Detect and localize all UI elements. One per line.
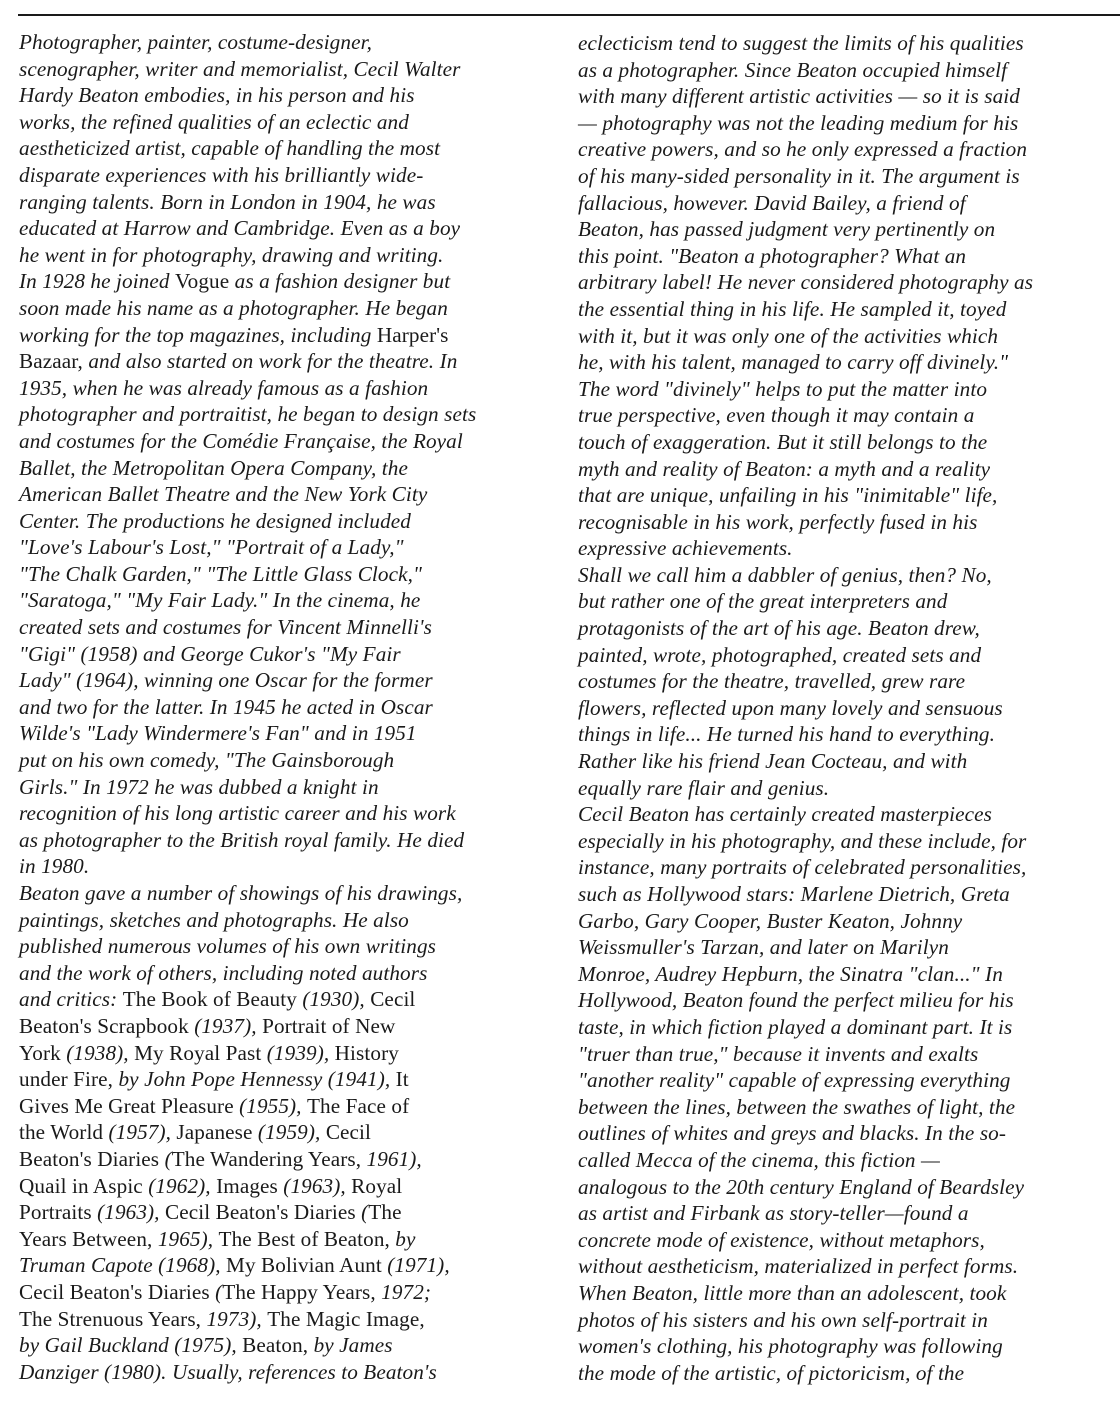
- text-line: [578, 349, 1108, 376]
- body-text: (1957),: [103, 1120, 177, 1145]
- text-line: [19, 109, 537, 136]
- body-text: eclecticism tend to suggest the limits of his qualities: [578, 31, 1024, 55]
- text-line: [578, 1094, 1108, 1121]
- title-text: Images: [216, 1173, 278, 1198]
- text-line: [578, 323, 1108, 350]
- text-line: [19, 1066, 537, 1093]
- body-text: (: [355, 1200, 369, 1225]
- text-line: [19, 1093, 537, 1120]
- text-line: [578, 83, 1108, 110]
- body-text: Hardy Beaton embodies, in his person and his: [19, 83, 415, 108]
- body-text: (1937),: [188, 1013, 263, 1038]
- title-text: Portraits: [19, 1200, 92, 1225]
- title-text: Beaton,: [242, 1333, 309, 1358]
- body-text: Hollywood, Beaton found the perfect milieu for his: [578, 988, 1014, 1013]
- body-text: published numerous volumes of his own writings: [19, 934, 436, 959]
- body-text: painted, wrote, photographed, created sets and: [578, 642, 982, 667]
- text-line: [19, 587, 537, 614]
- text-line: [19, 1332, 537, 1359]
- text-line: [19, 1279, 537, 1306]
- body-text: "Saratoga," "My Fair Lady." In the cinema, he: [19, 588, 421, 613]
- text-line: [19, 800, 537, 827]
- text-line: [19, 82, 537, 109]
- body-text: flowers, reflected upon many lovely and sensuous: [578, 695, 1003, 720]
- text-line: [19, 667, 537, 694]
- text-line: [578, 721, 1108, 748]
- text-line: [578, 110, 1108, 137]
- text-line: [19, 135, 537, 162]
- body-text: aestheticized artist, capable of handling the most: [19, 136, 441, 161]
- text-line: [578, 1067, 1108, 1094]
- text-line: [578, 456, 1108, 483]
- text-line: [19, 1252, 537, 1279]
- body-text: Garbo, Gary Cooper, Buster Keaton, Johnny: [578, 908, 963, 933]
- body-text: between the lines, between the swathes of light, the: [578, 1094, 1016, 1119]
- body-text: this point. "Beaton a photographer? What an: [578, 243, 967, 268]
- text-line: [19, 295, 537, 322]
- body-text: with it, but it was only one of the activities which: [578, 323, 999, 348]
- body-text: (: [209, 1279, 223, 1304]
- title-text: The Strenuous Years,: [19, 1306, 202, 1331]
- text-line: [578, 509, 1108, 536]
- title-text: Beaton's Scrapbook: [19, 1013, 189, 1038]
- title-text: The Happy Years,: [222, 1279, 376, 1304]
- body-text: In 1928 he joined: [19, 269, 175, 294]
- title-text: under Fire,: [19, 1067, 114, 1092]
- text-line: [578, 296, 1108, 323]
- body-text: and two for the latter. In 1945 he acted in Oscar: [19, 694, 433, 719]
- text-line: [19, 1359, 537, 1386]
- title-text: Years Between,: [19, 1226, 153, 1251]
- text-line: [578, 30, 1108, 57]
- text-line: [19, 747, 537, 774]
- text-line: [19, 1199, 537, 1226]
- body-text: (1938),: [60, 1040, 135, 1065]
- text-line: [578, 987, 1108, 1014]
- text-line: [19, 189, 537, 216]
- body-text: Rather like his friend Jean Cocteau, and with: [578, 749, 968, 774]
- body-text: — photography was not the leading medium for his: [578, 110, 1019, 135]
- body-text: equally rare flair and genius.: [578, 775, 830, 800]
- top-rule: [18, 14, 1120, 16]
- body-text: Beaton, has passed judgment very pertinently on: [578, 217, 996, 242]
- body-text: costumes for the theatre, travelled, grew rare: [578, 669, 966, 694]
- body-text: and critics:: [19, 987, 123, 1012]
- text-line: [578, 961, 1108, 988]
- title-text: Cecil: [325, 1120, 372, 1145]
- body-text: When Beaton, little more than an adolescent, took: [578, 1280, 1007, 1305]
- body-text: (1963),: [277, 1173, 352, 1198]
- title-text: Vogue: [174, 269, 230, 294]
- text-line: [578, 1041, 1108, 1068]
- body-text: outlines of whites and greys and blacks. In the so-: [578, 1121, 1007, 1146]
- text-line: [578, 269, 1108, 296]
- title-text: Portrait of New: [262, 1013, 396, 1038]
- text-line: [19, 242, 537, 269]
- text-line: [578, 934, 1108, 961]
- title-text: The Best of Beaton,: [218, 1226, 390, 1251]
- body-text: protagonists of the art of his age. Beaton drew,: [578, 616, 980, 641]
- title-text: Cecil: [370, 987, 416, 1012]
- text-line: [578, 243, 1108, 270]
- text-line: [578, 1120, 1108, 1147]
- body-text: he went in for photography, drawing and writing.: [19, 242, 444, 267]
- text-line: [19, 348, 537, 375]
- body-text: Danziger (1980). Usually, references to Beaton's: [19, 1359, 437, 1384]
- body-text: Beaton gave a number of showings of his drawings,: [19, 881, 463, 905]
- text-line: [578, 402, 1108, 429]
- body-text: (1930),: [296, 987, 371, 1012]
- body-text: as photographer to the British royal family. He died: [19, 827, 465, 852]
- body-text: called Mecca of the cinema, this fiction —: [578, 1147, 940, 1172]
- body-text: by John Pope Hennessy (1941),: [113, 1067, 396, 1092]
- text-line: [19, 561, 537, 588]
- body-text: Weissmuller's Tarzan, and later on Marilyn: [578, 935, 949, 960]
- text-line: [19, 641, 537, 668]
- title-text: The Magic Image,: [267, 1306, 425, 1331]
- body-text: of his many-sided personality in it. The argument is: [578, 163, 1020, 188]
- body-text: analogous to the 20th century England of Beardsley: [578, 1174, 1025, 1199]
- text-line: [19, 322, 537, 349]
- body-text: Photographer, painter, costume-designer,: [19, 30, 372, 54]
- body-text: soon made his name as a photographer. He began: [19, 295, 448, 320]
- text-line: [578, 136, 1108, 163]
- body-text: recognition of his long artistic career and his work: [19, 801, 456, 826]
- title-text: The Book of Beauty: [122, 987, 297, 1012]
- body-text: photographer and portraitist, he began to design sets: [19, 402, 477, 427]
- body-text: instance, many portraits of celebrated personalities,: [578, 855, 1027, 880]
- body-text: put on his own comedy, "The Gainsborough: [19, 748, 395, 773]
- text-line: [19, 375, 537, 402]
- body-text: (1962),: [142, 1173, 217, 1198]
- text-line: [578, 1307, 1108, 1334]
- body-text: Wilde's "Lady Windermere's Fan" and in 1951: [19, 721, 417, 746]
- title-text: Beaton's Diaries: [19, 1146, 160, 1171]
- body-text: 1935, when he was already famous as a fashion: [19, 375, 429, 400]
- text-line: [19, 56, 537, 83]
- title-text: Royal: [351, 1173, 403, 1198]
- body-text: and costumes for the Comédie Française, the Royal: [19, 428, 463, 453]
- text-line: [19, 1040, 537, 1067]
- body-text: Center. The productions he designed included: [19, 508, 411, 533]
- text-line: [578, 1014, 1108, 1041]
- body-text: that are unique, unfailing in his "inimitable" life,: [578, 483, 998, 508]
- text-line: [19, 1146, 537, 1173]
- body-text: myth and reality of Beaton: a myth and a reality: [578, 456, 991, 481]
- text-line: [19, 508, 537, 535]
- text-line: [19, 534, 537, 561]
- title-text: Harper's: [376, 322, 449, 347]
- body-text: American Ballet Theatre and the New York City: [19, 482, 428, 507]
- body-text: (1955),: [233, 1093, 307, 1118]
- text-line: [19, 1226, 537, 1253]
- text-line: [19, 933, 537, 960]
- body-text: touch of exaggeration. But it still belongs to the: [578, 429, 988, 454]
- body-text: and also started on work for the theatre. In: [82, 349, 458, 374]
- text-line: [19, 1173, 537, 1200]
- body-text: "Gigi" (1958) and George Cukor's "My Fair: [19, 641, 401, 666]
- text-line: [578, 1360, 1108, 1387]
- text-line: [578, 57, 1108, 84]
- text-line: [578, 376, 1108, 403]
- text-line: [578, 1280, 1108, 1307]
- text-line: [19, 1119, 537, 1146]
- body-text: arbitrary label! He never considered photography as: [578, 270, 1034, 295]
- body-text: and the work of others, including noted authors: [19, 960, 428, 985]
- body-text: but rather one of the great interpreters and: [578, 589, 948, 614]
- body-text: disparate experiences with his brilliantly wide-: [19, 162, 424, 187]
- title-text: The Wandering Years,: [171, 1146, 362, 1171]
- text-line: [19, 986, 537, 1013]
- text-line: [19, 853, 537, 880]
- body-text: he, with his talent, managed to carry off divinely.": [578, 350, 1009, 375]
- body-text: without aestheticism, materialized in perfect forms.: [578, 1254, 1019, 1279]
- title-text: Cecil Beaton's Diaries: [19, 1279, 210, 1304]
- text-line: [578, 668, 1108, 695]
- body-text: (1959),: [252, 1120, 326, 1145]
- text-line: [578, 535, 1108, 562]
- title-text: The Face of: [306, 1093, 410, 1118]
- text-line: [19, 1013, 537, 1040]
- body-text: as a fashion designer but: [229, 269, 451, 294]
- text-line: [19, 481, 537, 508]
- text-line: [578, 562, 1108, 589]
- text-line: [19, 880, 537, 907]
- title-text: History: [334, 1040, 399, 1065]
- body-text: as artist and Firbank as story-teller—found a: [578, 1201, 969, 1226]
- text-line: [19, 455, 537, 482]
- text-line: [19, 29, 537, 56]
- body-text: "truer than true," because it invents and exalts: [578, 1041, 979, 1066]
- body-text: expressive achievements.: [578, 536, 793, 561]
- body-text: (1939),: [261, 1040, 335, 1065]
- text-line: [19, 774, 537, 801]
- text-line: [19, 720, 537, 747]
- text-line: [578, 163, 1108, 190]
- body-text: photos of his sisters and his own self-portrait in: [578, 1307, 988, 1332]
- text-column-right: [578, 30, 1108, 1386]
- text-column-left: [19, 29, 537, 1385]
- text-line: [578, 429, 1108, 456]
- text-line: [578, 801, 1108, 828]
- body-text: fallacious, however. David Bailey, a friend of: [578, 190, 966, 215]
- body-text: educated at Harrow and Cambridge. Even as a boy: [19, 216, 461, 241]
- text-line: [578, 216, 1108, 243]
- body-text: Girls." In 1972 he was dubbed a knight in: [19, 774, 379, 799]
- text-line: [578, 775, 1108, 802]
- body-text: by: [389, 1226, 416, 1251]
- body-text: scenographer, writer and memorialist, Cecil Walter: [19, 56, 461, 81]
- title-text: My Royal Past: [134, 1040, 262, 1065]
- text-line: [19, 268, 537, 295]
- title-text: Quail in Aspic: [19, 1173, 143, 1198]
- body-text: true perspective, even though it may contain a: [578, 403, 975, 428]
- text-line: [578, 1147, 1108, 1174]
- body-text: Monroe, Audrey Hepburn, the Sinatra "clan..." In: [578, 961, 1003, 986]
- title-text: Bazaar,: [19, 349, 83, 374]
- body-text: Truman Capote (1968),: [19, 1253, 227, 1278]
- body-text: by James: [308, 1333, 393, 1358]
- body-text: 1973),: [201, 1306, 268, 1331]
- body-text: women's clothing, his photography was following: [578, 1334, 1003, 1359]
- body-text: ranging talents. Born in London in 1904, he was: [19, 189, 436, 214]
- text-line: [19, 907, 537, 934]
- text-line: [578, 1200, 1108, 1227]
- body-text: "Love's Labour's Lost," "Portrait of a Lady,": [19, 535, 404, 560]
- body-text: (1963),: [91, 1200, 165, 1225]
- body-text: taste, in which fiction played a dominant part. It is: [578, 1014, 1013, 1039]
- text-line: [578, 1227, 1108, 1254]
- body-text: by Gail Buckland (1975),: [19, 1333, 243, 1358]
- text-line: [578, 854, 1108, 881]
- text-line: [19, 428, 537, 455]
- body-text: Shall we call him a dabbler of genius, then? No,: [578, 562, 992, 587]
- body-text: creative powers, and so he only expressed a fraction: [578, 137, 1028, 162]
- text-line: [578, 615, 1108, 642]
- body-text: Ballet, the Metropolitan Opera Company, the: [19, 455, 408, 480]
- text-line: [19, 215, 537, 242]
- body-text: recognisable in his work, perfectly fused in his: [578, 509, 978, 534]
- body-text: (1971),: [381, 1253, 450, 1278]
- body-text: the essential thing in his life. He sampled it, toyed: [578, 296, 1007, 321]
- body-text: in 1980.: [19, 854, 90, 879]
- text-line: [578, 482, 1108, 509]
- body-text: things in life... He turned his hand to everything.: [578, 722, 996, 747]
- text-line: [578, 1333, 1108, 1360]
- title-text: Cecil Beaton's Diaries: [164, 1200, 356, 1225]
- text-line: [578, 908, 1108, 935]
- body-text: especially in his photography, and these include, for: [578, 828, 1027, 853]
- title-text: My Bolivian Aunt: [226, 1253, 382, 1278]
- title-text: the World: [19, 1120, 104, 1145]
- text-line: [19, 827, 537, 854]
- body-text: with many different artistic activities — so it is said: [578, 84, 1020, 109]
- text-line: [19, 401, 537, 428]
- body-text: paintings, sketches and photographs. He also: [19, 907, 409, 932]
- title-text: The: [368, 1200, 402, 1225]
- body-text: Lady" (1964), winning one Oscar for the former: [19, 668, 433, 693]
- body-text: working for the top magazines, including: [19, 322, 377, 347]
- text-line: [578, 828, 1108, 855]
- body-text: 1972;: [375, 1279, 432, 1304]
- text-line: [578, 748, 1108, 775]
- title-text: Japanese: [176, 1120, 253, 1145]
- text-line: [578, 881, 1108, 908]
- title-text: Gives Me Great Pleasure: [19, 1093, 234, 1118]
- text-line: [19, 960, 537, 987]
- text-line: [19, 694, 537, 721]
- title-text: It: [395, 1067, 409, 1092]
- title-text: York: [19, 1040, 61, 1065]
- text-line: [19, 1306, 537, 1333]
- text-line: [578, 1253, 1108, 1280]
- text-line: [19, 614, 537, 641]
- body-text: Cecil Beaton has certainly created masterpieces: [578, 802, 993, 827]
- body-text: created sets and costumes for Vincent Minnelli's: [19, 615, 432, 640]
- body-text: 1965),: [152, 1226, 219, 1251]
- body-text: as a photographer. Since Beaton occupied himself: [578, 57, 1008, 82]
- body-text: The word "divinely" helps to put the matter into: [578, 376, 988, 401]
- body-text: (: [159, 1146, 172, 1171]
- text-line: [578, 588, 1108, 615]
- body-text: concrete mode of existence, without metaphors,: [578, 1227, 985, 1252]
- text-line: [578, 642, 1108, 669]
- body-text: 1961),: [361, 1146, 422, 1171]
- body-text: such as Hollywood stars: Marlene Dietrich, Greta: [578, 882, 1010, 906]
- body-text: the mode of the artistic, of pictoricism, of the: [578, 1360, 965, 1385]
- body-text: "another reality" capable of expressing everything: [578, 1068, 1011, 1093]
- body-text: "The Chalk Garden," "The Little Glass Clock,": [19, 561, 423, 586]
- text-line: [19, 162, 537, 189]
- body-text: works, the refined qualities of an eclectic and: [19, 109, 409, 134]
- text-line: [578, 1174, 1108, 1201]
- text-line: [578, 695, 1108, 722]
- text-line: [578, 190, 1108, 217]
